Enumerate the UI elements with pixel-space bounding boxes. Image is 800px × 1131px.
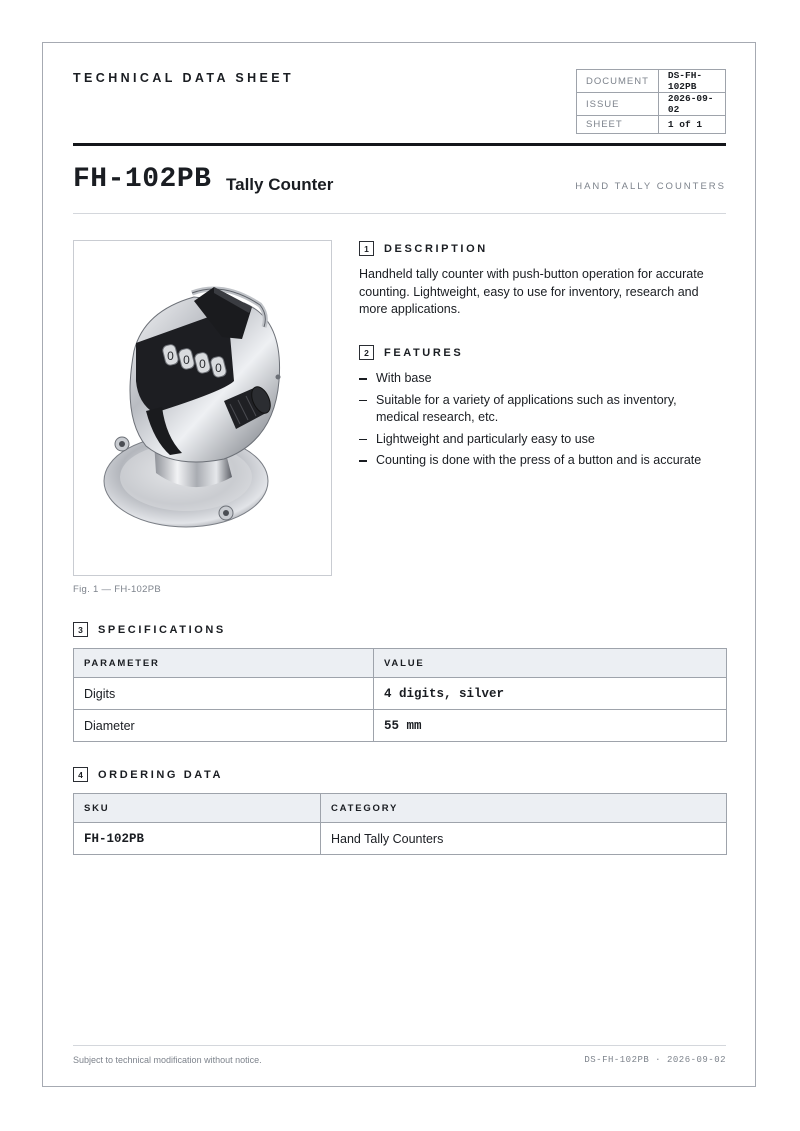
table-cell: Hand Tally Counters <box>321 823 727 855</box>
dash-icon <box>359 378 367 380</box>
feature-item <box>359 392 719 427</box>
footer-divider <box>73 1045 726 1046</box>
meta-row-issue <box>577 93 726 116</box>
section-title: SPECIFICATIONS <box>98 623 226 636</box>
digit: 0 <box>199 357 206 371</box>
ordering-table <box>73 793 727 855</box>
features-list <box>359 370 719 474</box>
footer-doc-ref: DS-FH-102PB · 2026-09-02 <box>584 1055 726 1065</box>
section-title: DESCRIPTION <box>384 242 488 255</box>
meta-value: 2026-09-02 <box>658 93 725 116</box>
column-header: SKU <box>74 794 321 823</box>
table-cell: Digits <box>74 678 374 710</box>
section-heading-ordering <box>73 767 223 782</box>
section-heading-description <box>359 241 488 256</box>
table-row <box>74 710 727 742</box>
category-tag: HAND TALLY COUNTERS <box>575 181 726 192</box>
feature-text: Lightweight and particularly easy to use <box>376 431 595 446</box>
feature-text: Suitable for a variety of applications such as inventory, medical research, etc. <box>376 392 677 424</box>
section-number: 3 <box>73 622 88 637</box>
dash-icon <box>359 400 367 402</box>
product-figure <box>73 240 332 576</box>
table-row <box>74 678 727 710</box>
meta-key: SHEET <box>577 116 659 134</box>
section-number: 2 <box>359 345 374 360</box>
meta-value: DS-FH-102PB <box>658 70 725 93</box>
footer-disclaimer: Subject to technical modification without notice. <box>73 1055 262 1065</box>
product-model: FH-102PB <box>73 164 212 195</box>
feature-text: Counting is done with the press of a button and is accurate <box>376 453 702 467</box>
table-header-row <box>74 794 727 823</box>
column-header: CATEGORY <box>321 794 727 823</box>
feature-text: With base <box>376 371 432 385</box>
column-header: PARAMETER <box>74 649 374 678</box>
section-title: ORDERING DATA <box>98 768 224 781</box>
product-name: Tally Counter <box>226 175 334 194</box>
column-header: VALUE <box>374 649 727 678</box>
section-heading-specifications <box>73 622 226 637</box>
tally-counter-image <box>74 241 331 575</box>
sheet-title: TECHNICAL DATA SHEET <box>73 71 295 85</box>
feature-item <box>359 452 719 470</box>
meta-row-document <box>577 70 726 93</box>
document-meta-table <box>576 69 726 134</box>
digit: 0 <box>215 361 222 375</box>
title-divider <box>73 213 726 214</box>
section-number: 4 <box>73 767 88 782</box>
feature-item <box>359 431 719 449</box>
table-cell: 4 digits, silver <box>374 678 727 710</box>
digit: 0 <box>183 353 190 367</box>
section-title: FEATURES <box>384 346 464 359</box>
dash-icon <box>359 460 367 462</box>
figure-caption: Fig. 1 — FH-102PB <box>73 584 161 595</box>
header-divider <box>73 143 726 146</box>
digit: 0 <box>167 349 174 363</box>
feature-item <box>359 370 719 388</box>
section-heading-features <box>359 345 463 360</box>
meta-value: 1 of 1 <box>658 116 725 134</box>
table-cell: 55 mm <box>374 710 727 742</box>
meta-row-sheet <box>577 116 726 134</box>
table-header-row <box>74 649 727 678</box>
meta-key: ISSUE <box>577 93 659 116</box>
table-cell: FH-102PB <box>74 823 321 855</box>
table-row <box>74 823 727 855</box>
table-cell: Diameter <box>74 710 374 742</box>
specifications-table <box>73 648 727 742</box>
dash-icon <box>359 439 367 441</box>
meta-key: DOCUMENT <box>577 70 659 93</box>
description-text: Handheld tally counter with push-button operation for accurate counting. Lightweight, easy to use for inventory, research and more applications. <box>359 267 704 316</box>
section-number: 1 <box>359 241 374 256</box>
